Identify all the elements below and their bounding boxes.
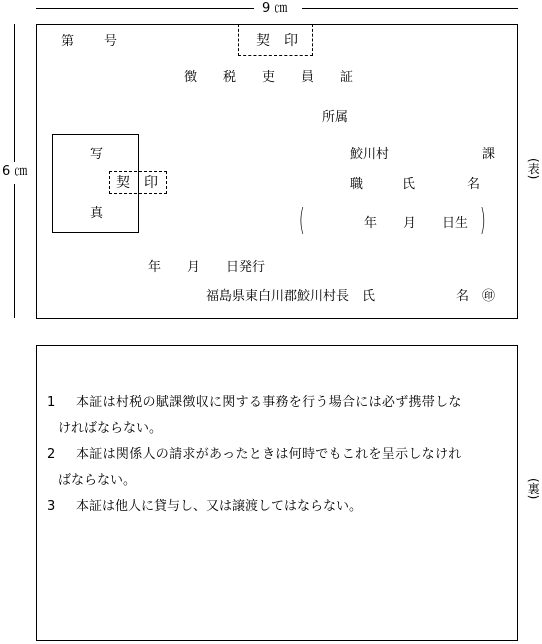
photo-tally-seal-label: 契 印 bbox=[116, 175, 158, 191]
width-dimension-label: 9 ㎝ bbox=[262, 1, 288, 16]
height-dimension-line-top bbox=[14, 24, 15, 162]
photo-label-bottom: 真 bbox=[90, 206, 104, 221]
card-title: 徴 税 吏 員 証 bbox=[184, 70, 354, 85]
front-side-label: (表) bbox=[526, 158, 541, 180]
note-number: 1 bbox=[47, 395, 56, 410]
back-side-label: (裏) bbox=[526, 478, 541, 500]
affiliation-label: 所属 bbox=[322, 110, 349, 125]
note-number: 3 bbox=[47, 499, 56, 514]
note-text-line1: 本証は他人に貸与し、又は譲渡してはならない。 bbox=[76, 499, 363, 514]
width-dimension-line-right bbox=[302, 8, 518, 9]
issuer-seal-name: 名 ㊞ bbox=[456, 289, 496, 304]
birth-close-paren: ) bbox=[479, 203, 486, 238]
note-text-line2: ばならない。 bbox=[58, 473, 137, 488]
height-dimension-line-bottom bbox=[14, 184, 15, 318]
number-label-go: 号 bbox=[104, 34, 118, 49]
back-card bbox=[36, 345, 518, 641]
height-dimension-label: 6 ㎝ bbox=[2, 164, 28, 179]
birth-open-paren: ( bbox=[298, 203, 305, 238]
village-name: 鮫川村 bbox=[350, 147, 390, 162]
note-number: 2 bbox=[47, 447, 56, 462]
position-name-label: 職 氏 名 bbox=[350, 177, 481, 192]
note-text-line1: 本証は関係人の請求があったときは何時でもこれを呈示しなけれ bbox=[76, 447, 462, 462]
issue-date-label: 年 月 日発行 bbox=[148, 260, 266, 275]
section-label: 課 bbox=[482, 147, 496, 162]
number-label-dai: 第 bbox=[61, 34, 75, 49]
issuer-label: 福島県東白川郡鮫川村長 氏 bbox=[206, 289, 376, 304]
note-text-line2: ければならない。 bbox=[58, 421, 163, 436]
photo-label-top: 写 bbox=[90, 147, 104, 162]
width-dimension-line-left bbox=[36, 8, 254, 9]
note-text-line1: 本証は村税の賦課徴収に関する事務を行う場合には必ず携帯しな bbox=[76, 395, 462, 410]
birth-date-label: 年 月 日生 bbox=[364, 216, 469, 231]
top-tally-seal-label: 契 印 bbox=[256, 33, 298, 49]
